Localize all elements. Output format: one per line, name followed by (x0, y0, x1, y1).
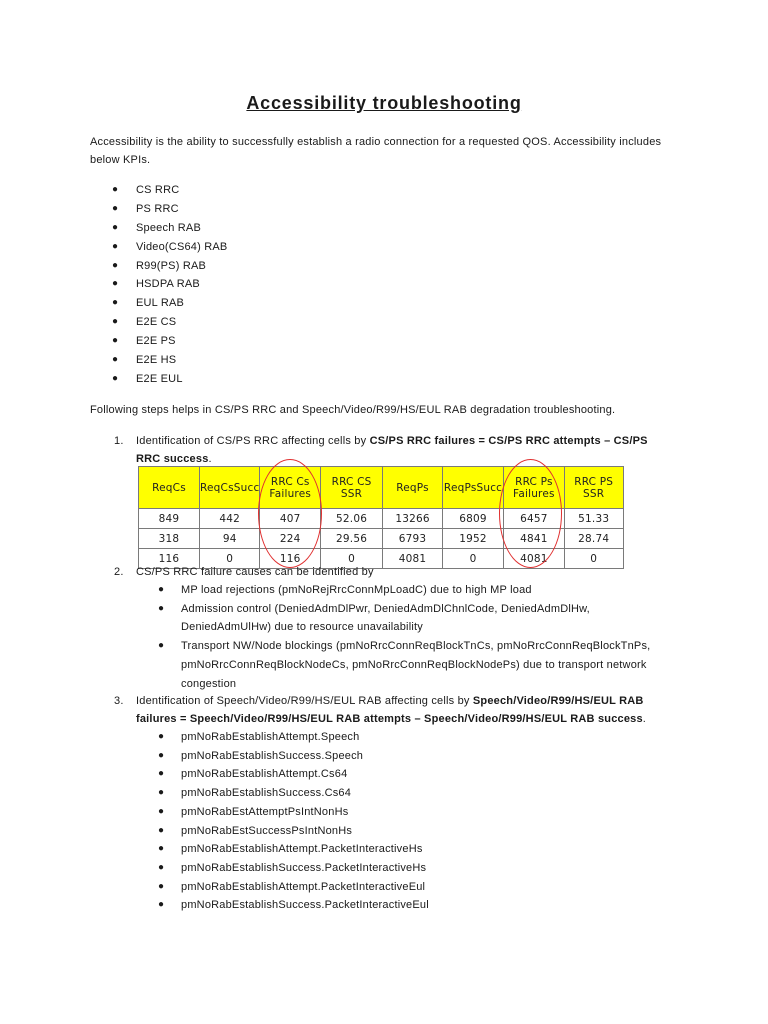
list-item: ● PS RRC (112, 200, 227, 219)
step-formula: Speech/Video/R99/HS/EUL RAB failures = Speech/Video/R99/HS/EUL RAB attempts – Speech/Video/R99/HS/EUL RAB success (136, 695, 644, 725)
bullet-icon: ● (158, 861, 165, 873)
list-item: ● E2E HS (112, 351, 227, 370)
list-item: ● CS RRC (112, 181, 227, 200)
list-item: ● pmNoRabEstablishSuccess.PacketInteractiveEul (158, 896, 658, 915)
list-item: ● pmNoRabEstablishAttempt.Speech (158, 728, 658, 747)
column-header: RRC CS SSR (321, 467, 383, 509)
bullet-icon: ● (158, 768, 165, 780)
list-item: ● HSDPA RAB (112, 275, 227, 294)
bullet-icon: ● (158, 602, 165, 614)
list-item: ● E2E PS (112, 332, 227, 351)
list-item: ● EUL RAB (112, 294, 227, 313)
list-item: ● pmNoRabEstablishAttempt.PacketInteractiveHs (158, 840, 658, 859)
table-row: 318 94 224 29.56 6793 1952 4841 28.74 (139, 529, 624, 549)
column-header: RRC Cs Failures (260, 467, 321, 509)
step-number: 2. (114, 566, 124, 578)
bullet-icon: ● (112, 278, 119, 290)
bullet-icon: ● (112, 184, 119, 195)
list-item: ● pmNoRabEstablishSuccess.PacketInteractiveHs (158, 859, 658, 878)
list-item: ● pmNoRabEstSuccessPsIntNonHs (158, 822, 658, 841)
column-header: RRC PS SSR (564, 467, 623, 509)
step-3: 3. Identification of Speech/Video/R99/HS/EUL RAB affecting cells by Speech/Video/R99/HS/EUL RAB failures = Speech/Video/R99/HS/EUL RAB attempts – Speech/Video/R99/HS/EUL RAB success. (114, 692, 674, 728)
rab-counters-list (158, 728, 658, 915)
step-number: 3. (114, 695, 124, 707)
bullet-icon: ● (112, 221, 119, 233)
bullet-icon: ● (112, 316, 119, 328)
list-item: ● Speech RAB (112, 219, 227, 238)
bullet-icon: ● (112, 335, 119, 347)
list-item: ● E2E EUL (112, 370, 227, 389)
bullet-icon: ● (112, 240, 119, 252)
column-header: ReqPsSucc (443, 467, 504, 509)
column-header: ReqCs (139, 467, 200, 509)
step-formula: CS/PS RRC failures = CS/PS RRC attempts – CS/PS RRC success (136, 435, 648, 465)
step-2: 2. CS/PS RRC failure causes can be identified by (114, 563, 674, 581)
column-header: RRC Ps Failures (504, 467, 565, 509)
column-header: ReqCsSucc (200, 467, 260, 509)
list-item: ● E2E CS (112, 313, 227, 332)
steps-intro: Following steps helps in CS/PS RRC and Speech/Video/R99/HS/EUL RAB degradation troubleshooting. (90, 404, 616, 416)
list-item: ● pmNoRabEstablishSuccess.Cs64 (158, 784, 658, 803)
bullet-icon: ● (158, 731, 165, 742)
bullet-icon: ● (158, 843, 165, 855)
list-item: ● Admission control (DeniedAdmDlPwr, DeniedAdmDlChnlCode, DeniedAdmDlHw, DeniedAdmUlHw) due to resource unavailability (158, 600, 658, 637)
table-row: 116 0 116 0 4081 0 4081 0 (139, 549, 624, 569)
list-item: ● pmNoRabEstAttemptPsIntNonHs (158, 803, 658, 822)
list-item: ● MP load rejections (pmNoRejRrcConnMpLoadC) due to high MP load (158, 581, 658, 600)
column-header: ReqPs (383, 467, 443, 509)
bullet-icon: ● (158, 824, 165, 836)
intro-paragraph: Accessibility is the ability to successfully establish a radio connection for a requested QOS. Accessibility includes below KPIs. (90, 136, 662, 166)
bullet-icon: ● (112, 297, 119, 309)
list-item: ● pmNoRabEstablishSuccess.Speech (158, 747, 658, 766)
step-1: 1. Identification of CS/PS RRC affecting cells by CS/PS RRC failures = CS/PS RRC attempts – CS/PS RRC success. (114, 432, 674, 468)
bullet-icon: ● (158, 787, 165, 799)
list-item: ● Transport NW/Node blockings (pmNoRrcConnReqBlockTnCs, pmNoRrcConnReqBlockTnPs, pmNoRrcConnReqBlockNodeCs, pmNoRrcConnReqBlockNodePs) due to transport network congestion (158, 637, 658, 693)
bullet-icon: ● (112, 354, 119, 366)
rrc-failure-causes-list (158, 581, 658, 693)
bullet-icon: ● (158, 584, 165, 595)
bullet-icon: ● (112, 202, 119, 214)
bullet-icon: ● (158, 805, 165, 817)
list-item: ● pmNoRabEstablishAttempt.PacketInteractiveEul (158, 878, 658, 897)
bullet-icon: ● (158, 749, 165, 761)
list-item: ● R99(PS) RAB (112, 257, 227, 276)
bullet-icon: ● (112, 372, 119, 384)
kpi-list (112, 181, 227, 389)
list-item: ● pmNoRabEstablishAttempt.Cs64 (158, 765, 658, 784)
list-item: ● Video(CS64) RAB (112, 238, 227, 257)
bullet-icon: ● (158, 880, 165, 892)
step-number: 1. (114, 435, 124, 447)
bullet-icon: ● (158, 640, 165, 652)
bullet-icon: ● (158, 899, 165, 911)
table-header-row (139, 467, 624, 509)
page-title: Accessibility troubleshooting (246, 93, 522, 113)
bullet-icon: ● (112, 259, 119, 271)
table-row: 849 442 407 52.06 13266 6809 6457 51.33 (139, 509, 624, 529)
rrc-failures-table (138, 466, 624, 569)
